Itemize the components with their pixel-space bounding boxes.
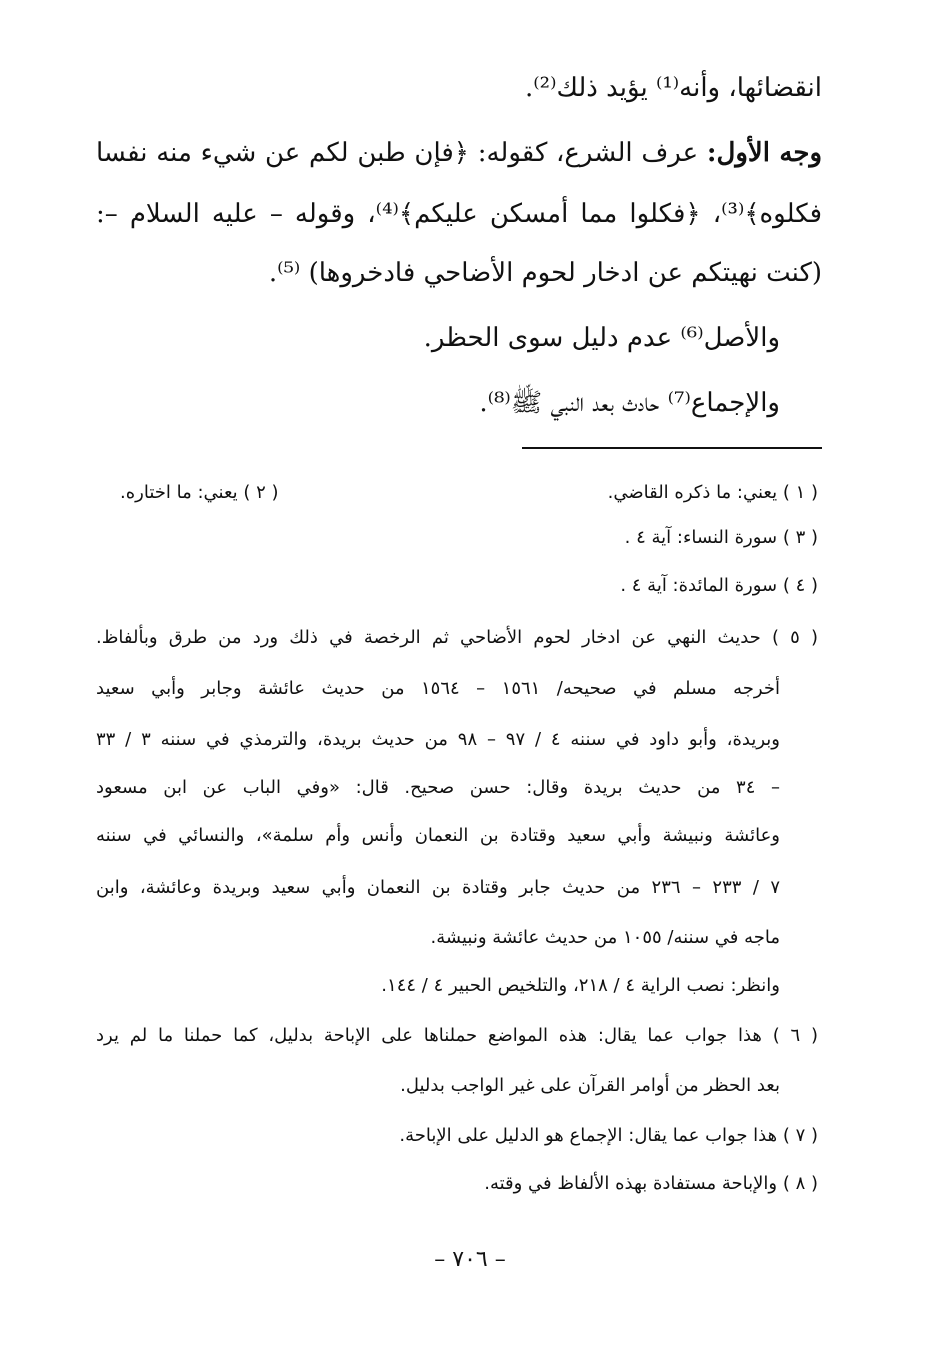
body-paragraph-1-line-1 (96, 135, 822, 171)
footnote-6-line-1: ( ٦ ) هذا جواب عما يقال: هذه المواضع حملناها على الإباحة بدليل، كما حملنا ما لم يرد (96, 1025, 818, 1046)
body-text: عرف الشرع، كقوله: ﴿فإن طبن لكم عن شيء منه نفسا (96, 138, 707, 168)
footnote-5-line-3: وبريدة، وأبو داود في سننه ٤ / ٩٧ – ٩٨ من حديث بريدة، والترمذي في سننه ٣ / ٣٣ (96, 729, 781, 750)
footnote-7: ( ٧ ) هذا جواب عما يقال: الإجماع هو الدليل على الإباحة. (399, 1125, 818, 1146)
body-paragraph-3: والإجماع⁽⁷⁾ حادث بعد النبي ﷺ⁽⁸⁾. (479, 388, 780, 418)
body-paragraph-1-line-3: (كنت نهيتكم عن ادخار لحوم الأضاحي فادخروها) ⁽⁵⁾. (268, 258, 822, 288)
footnote-separator (522, 447, 822, 449)
footnote-5-line-2: أخرجه مسلم في صحيحه/ ١٥٦١ – ١٥٦٤ من حديث عائشة وجابر وأبي سعيد (96, 678, 780, 699)
body-paragraph-2: والأصل⁽⁶⁾ عدم دليل سوى الحظر. (423, 323, 780, 353)
footnote-8: ( ٨ ) والإباحة مستفادة بهذه الألفاظ في وقته. (484, 1173, 818, 1194)
body-paragraph-1-line-2: فكلوه﴾⁽³⁾، ﴿فكلوا مما أمسكن عليكم﴾⁽⁴⁾، وقوله – عليه السلام –: (96, 199, 823, 229)
footnote-5-line-4: – ٣٤ من حديث بريدة وقال: حسن صحيح. قال: «وفي الباب عن ابن مسعود (96, 777, 780, 798)
footnote-1: ( ١ ) يعني: ما ذكره القاضي. (607, 482, 818, 503)
footnote-5-line-5: وعائشة ونبيشة وأبي سعيد وقتادة بن النعمان وأنس وأم سلمة»، والنسائي في سننه (96, 825, 780, 846)
footnote-2: ( ٢ ) يعني: ما اختاره. (120, 482, 279, 503)
footnote-5-line-8: وانظر: نصب الراية ٤ / ٢١٨، والتلخيص الحبير ٤ / ١٤٤. (381, 975, 780, 996)
footnote-3: ( ٣ ) سورة النساء: آية ٤ . (624, 527, 818, 548)
footnote-6-line-2: بعد الحظر من أوامر القرآن على غير الواجب بدليل. (400, 1075, 780, 1096)
footnote-5-line-6: ٧ / ٢٣٣ – ٢٣٦ من حديث جابر وقتادة بن النعمان وأبي سعيد وبريدة وعائشة، وابن (96, 877, 780, 898)
footnote-5-line-7: ماجه في سننه/ ١٠٥٥ من حديث عائشة ونبيشة. (430, 927, 780, 948)
heading-first-aspect: وجه الأول: (706, 138, 822, 168)
body-line-1: انقضائها، وأنه⁽¹⁾ يؤيد ذلك⁽²⁾. (524, 73, 822, 103)
footnote-5-line-1: ( ٥ ) حديث النهي عن ادخار لحوم الأضاحي ثم الرخصة في ذلك ورد من طرق وبألفاظ. (96, 627, 819, 648)
footnote-4: ( ٤ ) سورة المائدة: آية ٤ . (620, 575, 818, 596)
page-number: – ٧٠٦ – (434, 1247, 506, 1272)
